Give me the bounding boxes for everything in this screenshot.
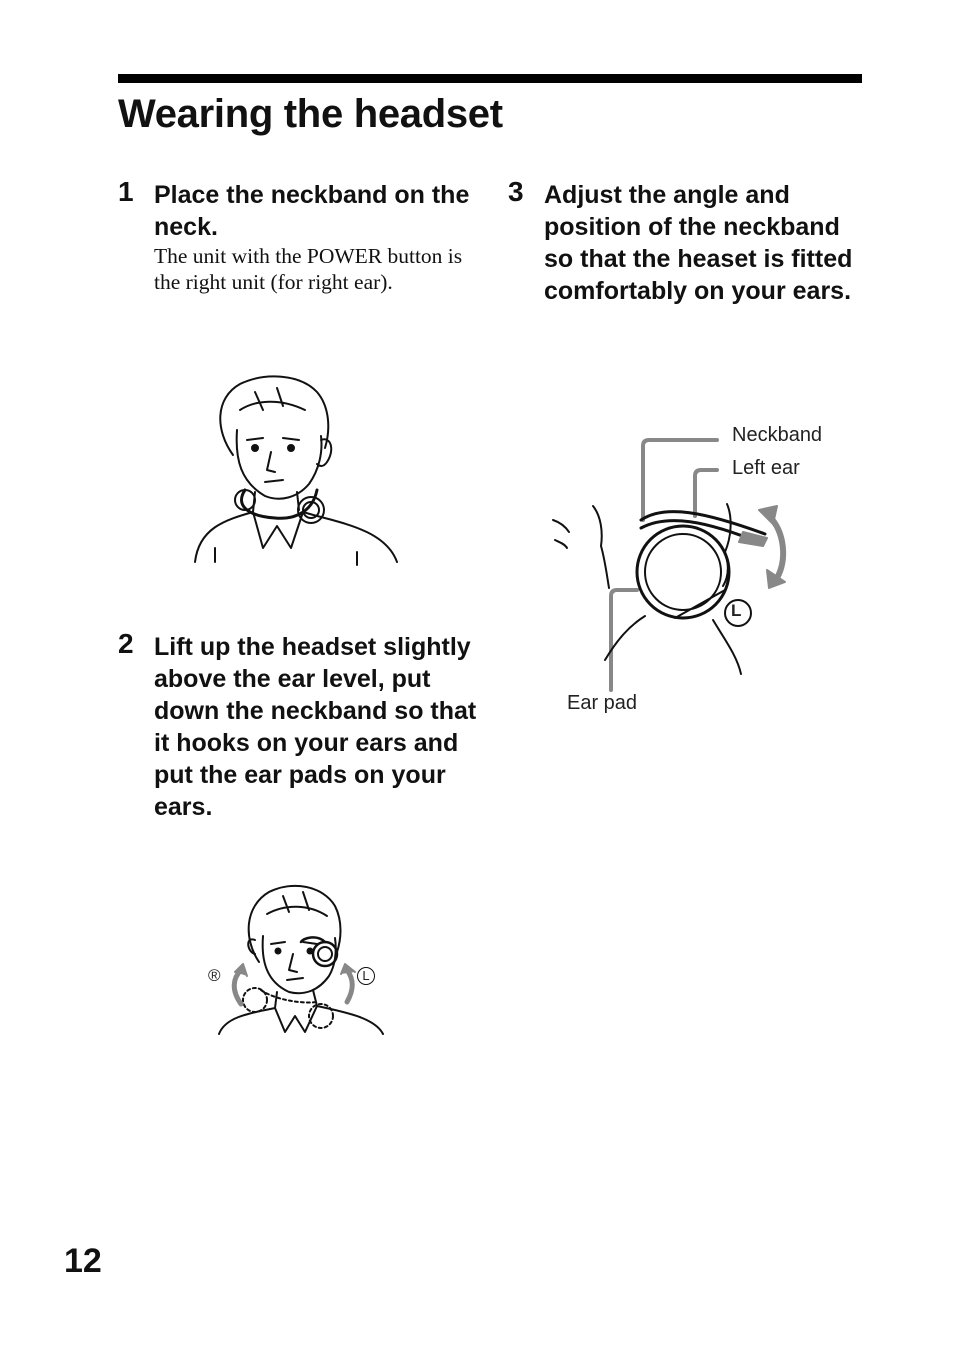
step-2-heading: Lift up the headset slightly above the ear level, put down the neckband so that it hooks on your ears and put the ear pads on your ears. xyxy=(154,633,477,821)
figure-neckband-on-neck xyxy=(185,370,405,570)
left-ear-callout: Left ear xyxy=(732,457,800,479)
page-title: Wearing the headset xyxy=(118,92,503,136)
step-1-number: 1 xyxy=(118,176,134,207)
ear-pad-callout: Ear pad xyxy=(567,692,638,714)
left-side-mark: L xyxy=(731,601,742,620)
title-rule xyxy=(118,74,862,83)
step-2-number: 2 xyxy=(118,628,134,659)
neckband-callout: Neckband xyxy=(732,424,823,446)
step-3-heading: Adjust the angle and position of the neckband so that the heaset is fitted comfortably on your ears. xyxy=(544,181,853,305)
step-1-body: The unit with the POWER button is the right unit (for right ear). xyxy=(154,244,463,294)
figure-lift-headset xyxy=(205,882,390,1037)
step-1-heading: Place the neckband on the neck. xyxy=(154,181,470,241)
left-unit-mark: L xyxy=(357,967,375,985)
step-3-number: 3 xyxy=(508,176,524,207)
page-number: 12 xyxy=(64,1242,102,1280)
right-unit-mark: ® xyxy=(208,966,221,985)
